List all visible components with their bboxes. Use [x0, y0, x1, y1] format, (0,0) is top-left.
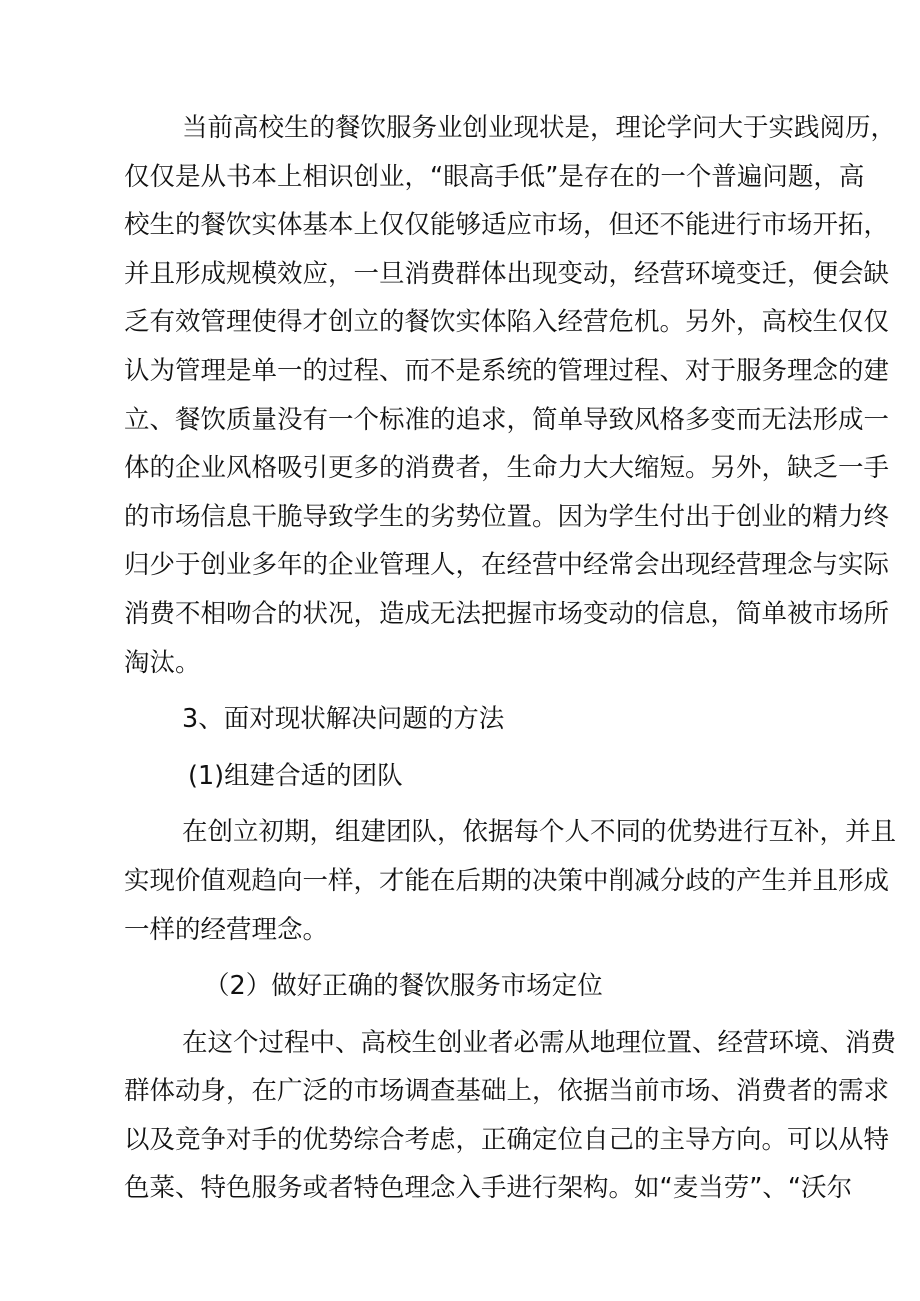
- text-line: 仅仅是从书本上相识创业，“眼高手低”是存在的一个普遍问题，高: [124, 161, 865, 192]
- text-line: 当前高校生的餐饮服务业创业现状是，理论学问大于实践阅历，: [182, 113, 897, 143]
- text-line: 以及竞争对手的优势综合考虑，正确定位自己的主导方向。可以从特: [124, 1124, 890, 1155]
- section-heading: 3、面对现状解决问题的方法: [182, 704, 505, 735]
- text-line: 淘汰。: [124, 647, 201, 678]
- text-line: 在这个过程中、高校生创业者必需从地理位置、经营环境、消费: [182, 1027, 897, 1058]
- spacer: [124, 800, 824, 808]
- paragraph-team: [124, 808, 897, 954]
- document-body: [124, 104, 897, 1213]
- paragraph-current-situation: [124, 104, 897, 687]
- text-line: 并且形成规模效应，一旦消费群体出现变动，经营环境变迁，便会缺: [124, 258, 890, 289]
- text-line: 校生的餐饮实体基本上仅仅能够适应市场，但还不能进行市场开拓，: [124, 210, 890, 241]
- text-line: 体的企业风格吸引更多的消费者，生命力大大缩短。另外，缺乏一手: [124, 453, 890, 484]
- text-line: 实现价值观趋向一样，才能在后期的决策中削减分歧的产生并且形成: [124, 865, 890, 896]
- text-line: 群体动身，在广泛的市场调查基础上，依据当前市场、消费者的需求: [124, 1076, 890, 1107]
- spacer: [124, 954, 824, 962]
- spacer: [124, 744, 824, 752]
- text-line: 立、餐饮质量没有一个标准的追求，简单导致风格多变而无法形成一: [124, 404, 890, 435]
- subheading-positioning: （2）做好正确的餐饮服务市场定位: [204, 971, 603, 1002]
- spacer: [124, 687, 824, 695]
- text-line: 在创立初期，组建团队，依据每个人不同的优势进行互补，并且: [182, 817, 897, 848]
- text-line: 色菜、特色服务或者特色理念入手进行架构。如“麦当劳”、“沃尔: [124, 1173, 853, 1204]
- paragraph-positioning: [124, 1019, 897, 1213]
- text-line: 一样的经营理念。: [124, 914, 329, 945]
- subheading-team: (1)组建合适的团队: [188, 760, 403, 791]
- text-line: 归少于创业多年的企业管理人，在经营中经常会出现经营理念与实际: [124, 550, 890, 581]
- text-line: 消费不相吻合的状况，造成无法把握市场变动的信息，简单被市场所: [124, 598, 890, 629]
- spacer: [124, 1011, 824, 1019]
- text-line: 认为管理是单一的过程、而不是系统的管理过程、对于服务理念的建: [124, 355, 890, 386]
- text-line: 的市场信息干脆导致学生的劣势位置。因为学生付出于创业的精力终: [124, 501, 890, 532]
- text-line: 乏有效管理使得才创立的餐饮实体陷入经营危机。另外，高校生仅仅: [124, 307, 890, 338]
